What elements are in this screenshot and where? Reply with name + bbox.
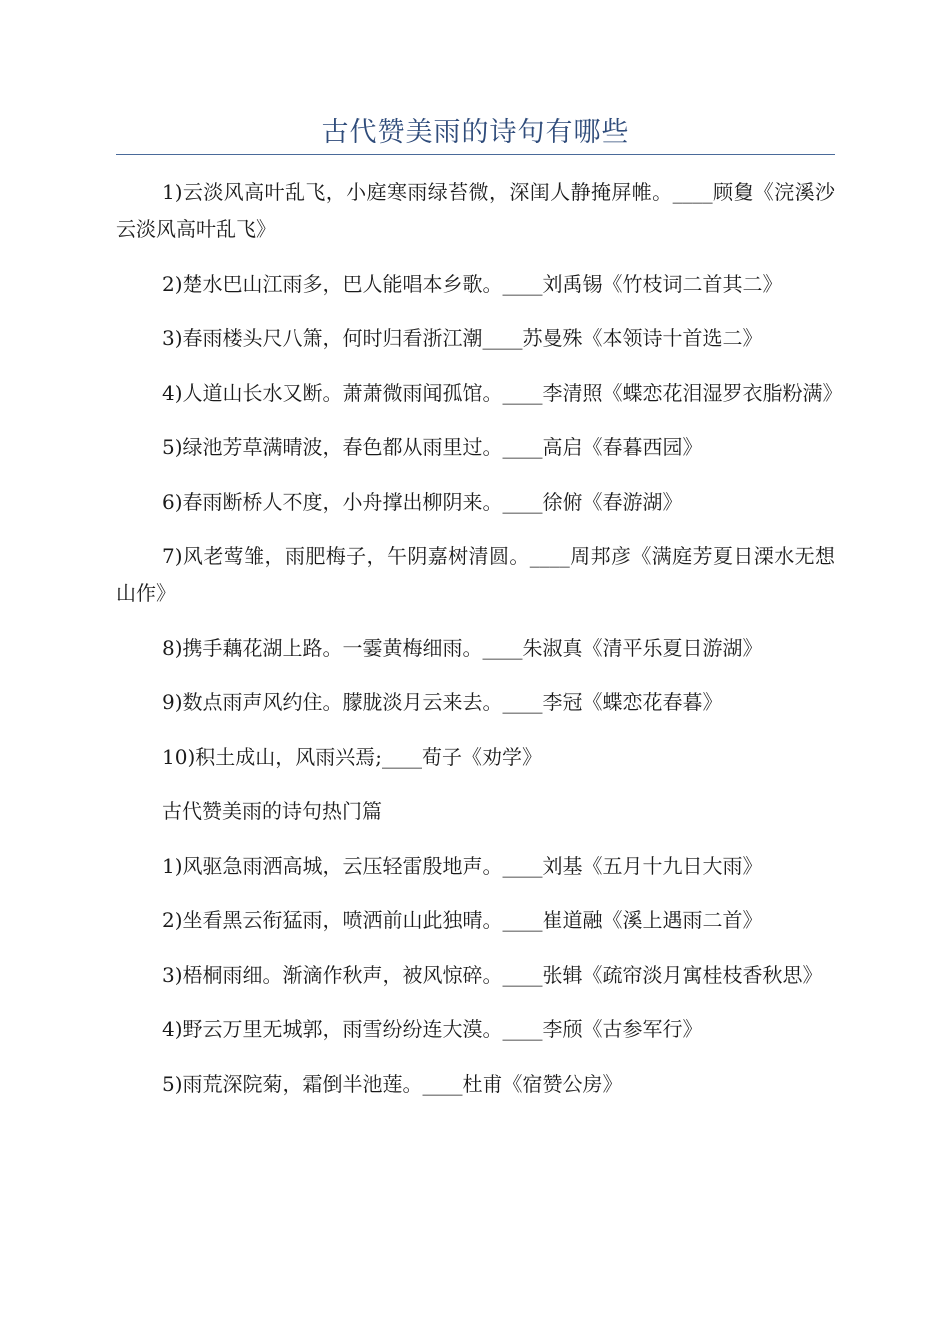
poem-line-1: 1)云淡风高叶乱飞，小庭寒雨绿苔微，深闺人静掩屏帷。____顾敻《浣溪沙云淡风高叶乱飞》 bbox=[116, 180, 835, 241]
poem-line-3: 3)春雨楼头尺八箫，何时归看浙江潮____苏曼殊《本领诗十首选二》 bbox=[162, 326, 763, 350]
poem-line-11: 1)风驱急雨洒高城，云压轻雷殷地声。____刘基《五月十九日大雨》 bbox=[162, 853, 763, 878]
poem-line-2: 2)楚水巴山江雨多，巴人能唱本乡歌。____刘禹锡《竹枝词二首其二》 bbox=[162, 271, 783, 296]
poem-line-8: 8)携手藕花湖上路。一霎黄梅细雨。____朱淑真《清平乐夏日游湖》 bbox=[162, 635, 763, 660]
poem-line-5: 5)绿池芳草满晴波，春色都从雨里过。____高启《春暮西园》 bbox=[162, 435, 703, 459]
page-title: 古代赞美雨的诗句有哪些 bbox=[321, 117, 630, 148]
document-body bbox=[116, 174, 843, 1120]
poem-line-6: 6)春雨断桥人不度，小舟撑出柳阴来。____徐俯《春游湖》 bbox=[162, 489, 683, 514]
poem-line-10: 10)积土成山，风雨兴焉;____荀子《劝学》 bbox=[162, 744, 542, 769]
poem-line-14: 4)野云万里无城郭，雨雪纷纷连大漠。____李颀《古参军行》 bbox=[162, 1017, 703, 1041]
title-underline bbox=[116, 154, 835, 155]
poem-line-4: 4)人道山长水又断。萧萧微雨闻孤馆。____李清照《蝶恋花泪湿罗衣脂粉满》 bbox=[162, 380, 843, 405]
poem-line-13: 3)梧桐雨细。渐滴作秋声，被风惊碎。____张辑《疏帘淡月寓桂枝香秋思》 bbox=[162, 962, 823, 987]
poem-line-12: 2)坐看黑云衔猛雨，喷洒前山此独晴。____崔道融《溪上遇雨二首》 bbox=[162, 908, 763, 932]
poem-line-15: 5)雨荒深院菊，霜倒半池莲。____杜甫《宿赞公房》 bbox=[162, 1071, 623, 1096]
section-heading: 古代赞美雨的诗句热门篇 bbox=[162, 799, 382, 823]
poem-line-7: 7)风老莺雏，雨肥梅子，午阴嘉树清圆。____周邦彦《满庭芳夏日溧水无想山作》 bbox=[116, 544, 835, 605]
poem-line-9: 9)数点雨声风约住。朦胧淡月云来去。____李冠《蝶恋花春暮》 bbox=[162, 690, 723, 714]
